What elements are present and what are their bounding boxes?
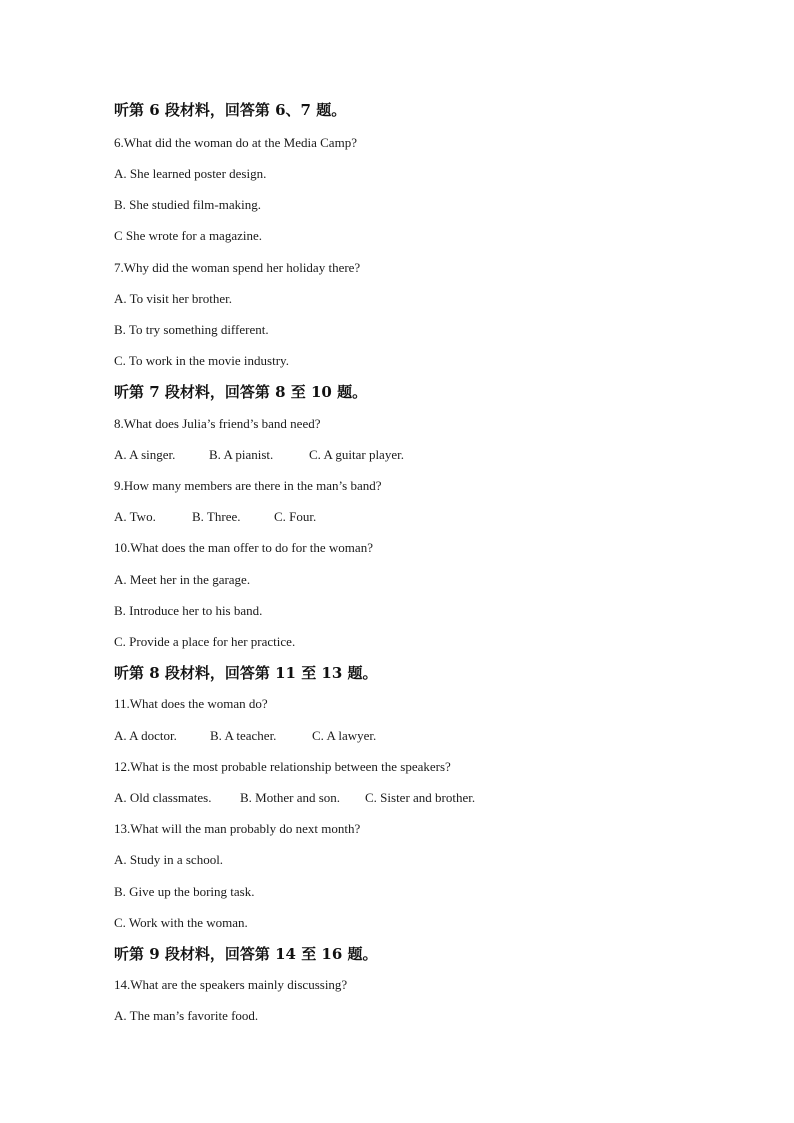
question-10-option-a: A. Meet her in the garage.: [114, 572, 251, 587]
question-6-option-c: C She wrote for a magazine.: [114, 228, 263, 243]
question-13-option-b: B. Give up the boring task.: [114, 884, 255, 899]
section-heading-7: 听第 7 段材料，回答第 8 至 10 题。: [114, 383, 368, 401]
question-14-stem: 14.What are the speakers mainly discussing?: [114, 977, 348, 992]
question-12-stem: 12.What is the most probable relationship between the speakers?: [114, 759, 451, 774]
question-6-stem: 6.What did the woman do at the Media Camp?: [114, 135, 357, 150]
question-10-option-b: B. Introduce her to his band.: [114, 603, 263, 618]
question-11-option-a: A. A doctor.: [114, 728, 177, 743]
question-9-option-a: A. Two.: [114, 509, 156, 524]
question-9-stem: 9.How many members are there in the man’s band?: [114, 478, 382, 493]
question-12-option-a: A. Old classmates.: [114, 790, 212, 805]
question-6-option-a: A. She learned poster design.: [114, 166, 267, 181]
question-13-stem: 13.What will the man probably do next month?: [114, 821, 361, 836]
section-heading-8: 听第 8 段材料，回答第 11 至 13 题。: [114, 664, 378, 682]
question-11-option-c: C. A lawyer.: [312, 728, 377, 743]
question-12-option-c: C. Sister and brother.: [365, 790, 476, 805]
question-7-stem: 7.Why did the woman spend her holiday there?: [114, 260, 361, 275]
section-heading-9: 听第 9 段材料，回答第 14 至 16 题。: [114, 945, 378, 963]
question-6-option-b: B. She studied film-making.: [114, 197, 261, 212]
question-13-option-c: C. Work with the woman.: [114, 915, 248, 930]
question-7-option-c: C. To work in the movie industry.: [114, 353, 289, 368]
question-14-option-a: A. The man’s favorite food.: [114, 1008, 259, 1023]
question-11-stem: 11.What does the woman do?: [114, 696, 268, 711]
question-11-option-b: B. A teacher.: [210, 728, 277, 743]
section-heading-6: 听第 6 段材料，回答第 6、7 题。: [114, 101, 347, 119]
question-9-option-c: C. Four.: [274, 509, 317, 524]
question-7-option-b: B. To try something different.: [114, 322, 269, 337]
question-8-option-b: B. A pianist.: [209, 447, 274, 462]
question-10-stem: 10.What does the man offer to do for the woman?: [114, 540, 373, 555]
question-9-option-b: B. Three.: [192, 509, 241, 524]
question-7-option-a: A. To visit her brother.: [114, 291, 233, 306]
question-8-option-c: C. A guitar player.: [309, 447, 404, 462]
question-8-option-a: A. A singer.: [114, 447, 176, 462]
question-13-option-a: A. Study in a school.: [114, 852, 224, 867]
question-10-option-c: C. Provide a place for her practice.: [114, 634, 296, 649]
question-8-stem: 8.What does Julia’s friend’s band need?: [114, 416, 321, 431]
question-12-option-b: B. Mother and son.: [240, 790, 341, 805]
